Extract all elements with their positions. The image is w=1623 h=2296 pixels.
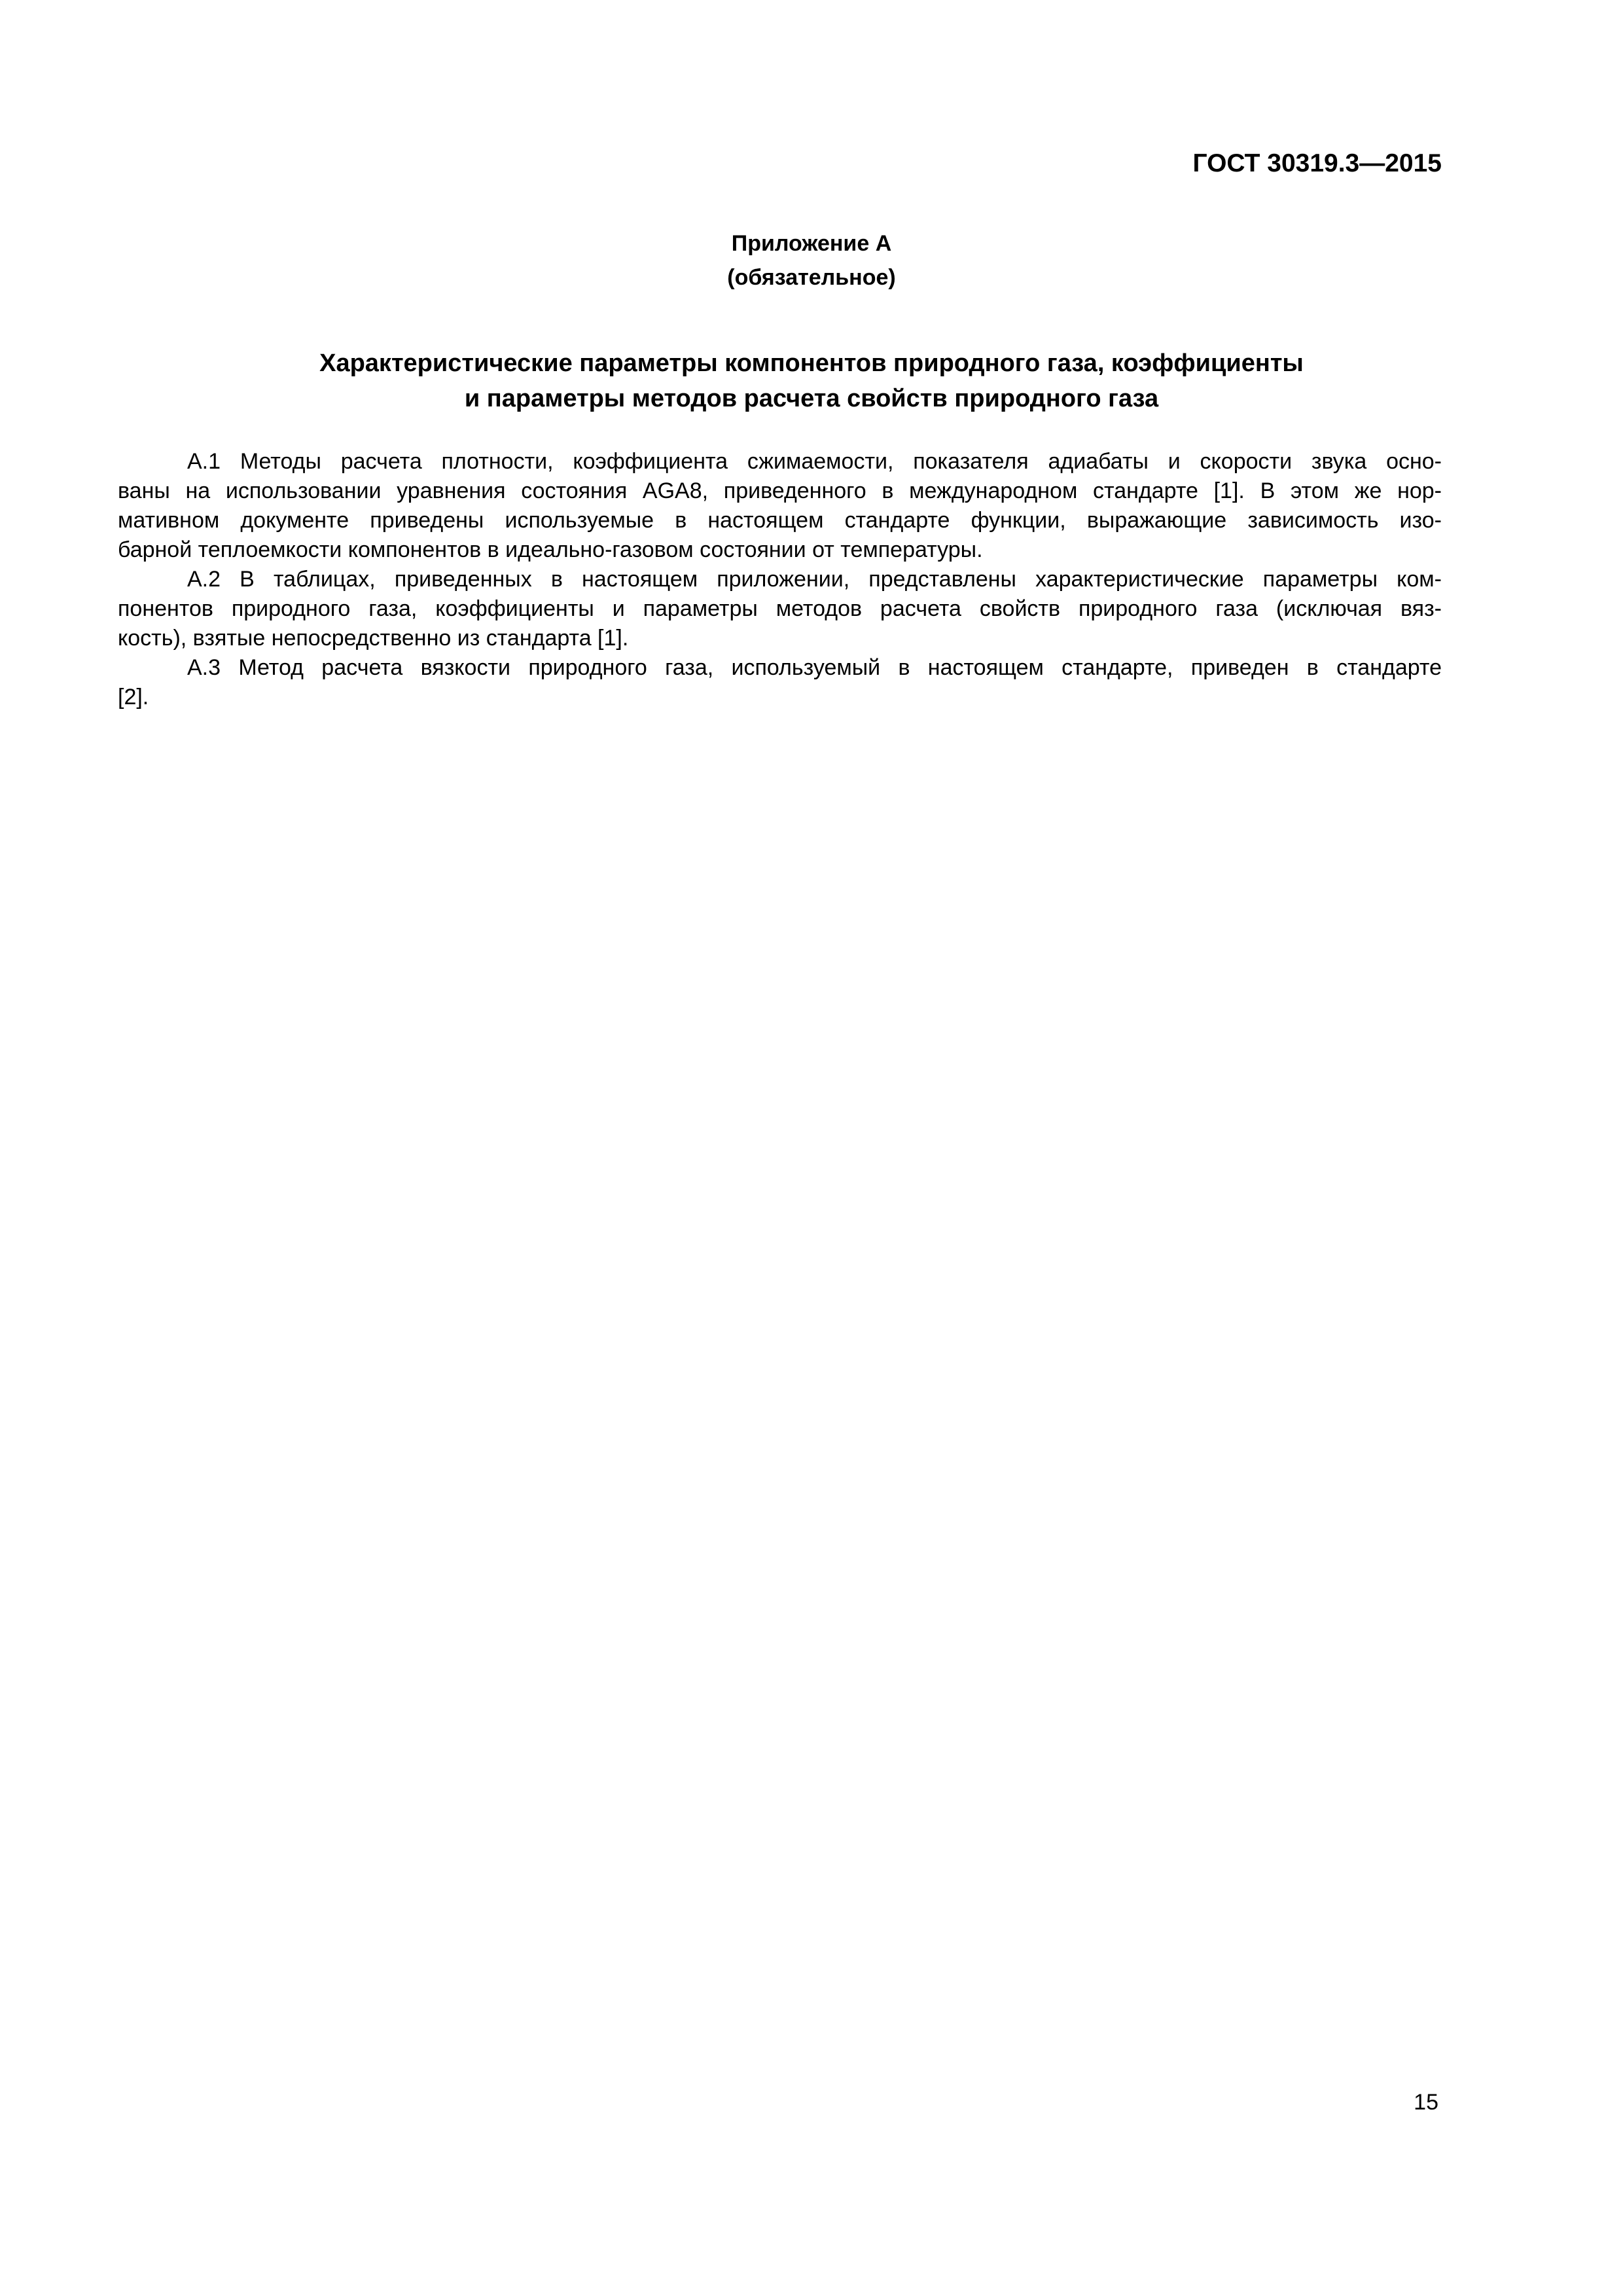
appendix-heading <box>0 226 1623 295</box>
appendix-label: Приложение А <box>731 231 892 256</box>
text-line: кость), взятые непосредственно из стандарта [1]. <box>118 626 629 651</box>
text-line: мативном документе приведены используемые в настоящем стандарте функции, выражающие зависимость изо- <box>118 508 1442 533</box>
text-line: понентов природного газа, коэффициенты и параметры методов расчета свойств природного газа (исключая вяз- <box>118 596 1442 621</box>
paragraph-a3 <box>118 653 1442 712</box>
text-line: А.2 В таблицах, приведенных в настоящем приложении, представлены характеристические параметры ком- <box>187 567 1442 592</box>
appendix-title <box>0 346 1623 416</box>
text-line: ваны на использовании уравнения состояния AGA8, приведенного в международном стандарте [1]. В этом же нор- <box>118 478 1442 503</box>
body-text <box>118 447 1442 712</box>
title-line: и параметры методов расчета свойств природного газа <box>464 385 1159 412</box>
page-number: 15 <box>1414 2090 1438 2115</box>
paragraph-a2 <box>118 565 1442 653</box>
paragraph-a1 <box>118 447 1442 565</box>
document-header: ГОСТ 30319.3—2015 <box>1192 149 1442 177</box>
appendix-status: (обязательное) <box>727 265 896 290</box>
title-line: Характеристические параметры компонентов природного газа, коэффициенты <box>319 350 1304 377</box>
text-line: А.1 Методы расчета плотности, коэффициента сжимаемости, показателя адиабаты и скорости звука осно- <box>187 449 1442 474</box>
text-line: [2]. <box>118 685 149 709</box>
text-line: барной теплоемкости компонентов в идеально-газовом состоянии от температуры. <box>118 537 983 562</box>
text-line: А.3 Метод расчета вязкости природного газа, используемый в настоящем стандарте, приведен в стандарте <box>187 655 1442 680</box>
